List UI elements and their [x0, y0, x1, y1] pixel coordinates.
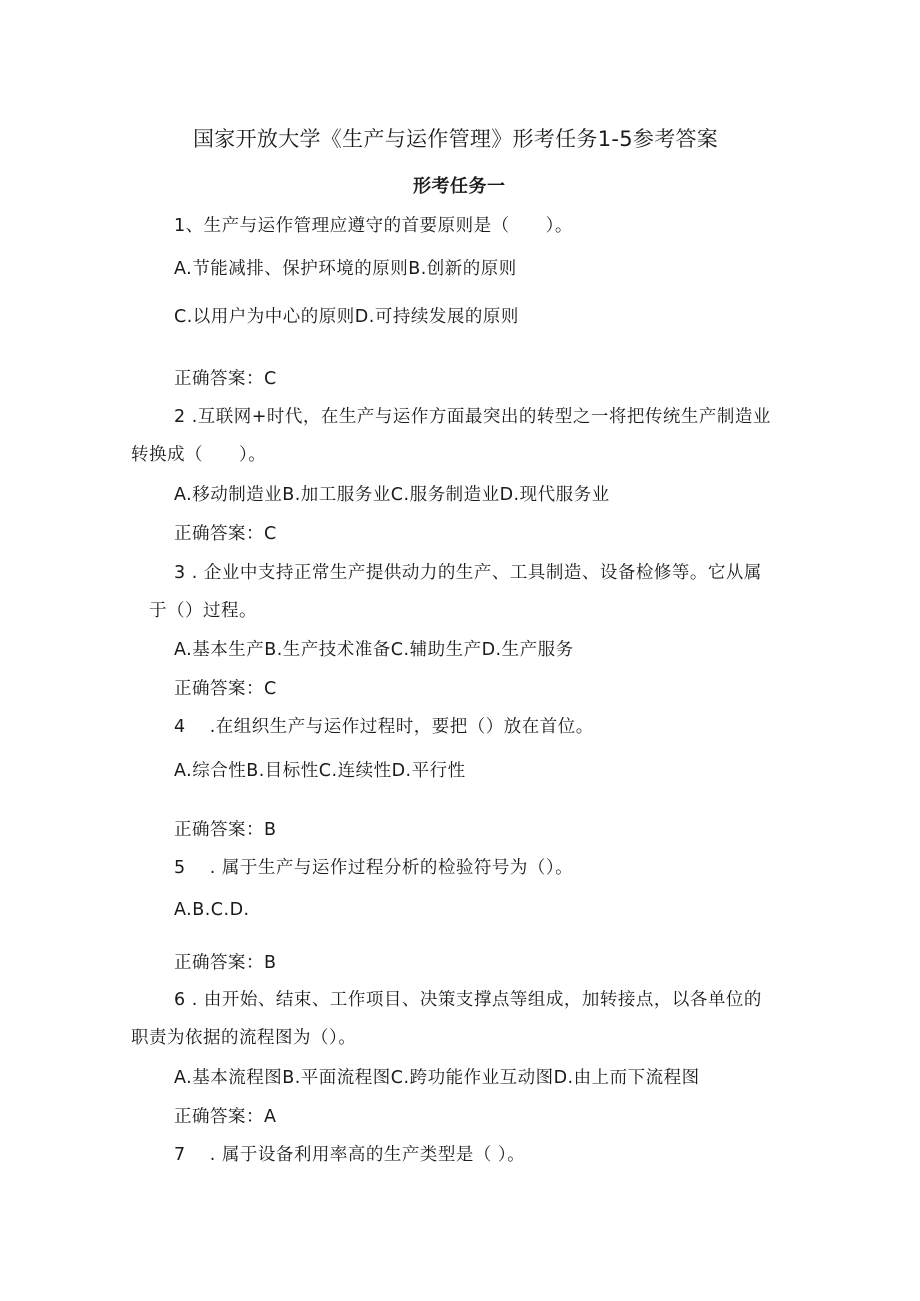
- question-1-answer: 正确答案：C: [174, 369, 277, 389]
- question-5-answer: 正确答案：B: [174, 953, 277, 973]
- question-2-answer: 正确答案：C: [174, 524, 277, 544]
- question-6-answer: 正确答案：A: [174, 1107, 277, 1127]
- question-2: 2 .互联网+时代，在生产与运作方面最突出的转型之一将把传统生产制造业: [174, 407, 771, 427]
- question-4: 4 .在组织生产与运作过程时，要把（）放在首位。: [174, 717, 594, 737]
- question-3-answer: 正确答案：C: [174, 679, 277, 699]
- question-5-options: A.B.C.D.: [174, 900, 250, 920]
- question-6-options: A.基本流程图B.平面流程图C.跨功能作业互动图D.由上而下流程图: [174, 1068, 700, 1088]
- question-3: 3 . 企业中支持正常生产提供动力的生产、工具制造、设备检修等。它从属: [174, 563, 762, 583]
- question-1-options-cd: C.以用户为中心的原则D.可持续发展的原则: [174, 307, 519, 327]
- question-1-options-ab: A.节能减排、保护环境的原则B.创新的原则: [174, 259, 517, 279]
- question-4-answer: 正确答案：B: [174, 820, 277, 840]
- question-7: 7 . 属于设备利用率高的生产类型是（ ）。: [174, 1145, 526, 1165]
- question-6-continued: 职责为依据的流程图为（）。: [131, 1028, 357, 1048]
- question-3-continued: 于（）过程。: [149, 601, 257, 621]
- question-3-options: A.基本生产B.生产技术准备C.辅助生产D.生产服务: [174, 640, 574, 660]
- question-4-options: A.综合性B.目标性C.连续性D.平行性: [174, 761, 466, 781]
- question-5: 5 . 属于生产与运作过程分析的检验符号为（）。: [174, 858, 574, 878]
- document-title: 国家开放大学《生产与运作管理》形考任务1-5参考答案: [193, 127, 719, 151]
- question-6: 6 . 由开始、结束、工作项目、决策支撑点等组成，加转接点，以各单位的: [174, 990, 762, 1010]
- question-2-options: A.移动制造业B.加工服务业C.服务制造业D.现代服务业: [174, 485, 610, 505]
- section-heading: 形考任务一: [413, 176, 506, 197]
- question-1: 1、生产与运作管理应遵守的首要原则是（ ）。: [174, 216, 573, 236]
- question-2-continued: 转换成（ ）。: [131, 445, 267, 465]
